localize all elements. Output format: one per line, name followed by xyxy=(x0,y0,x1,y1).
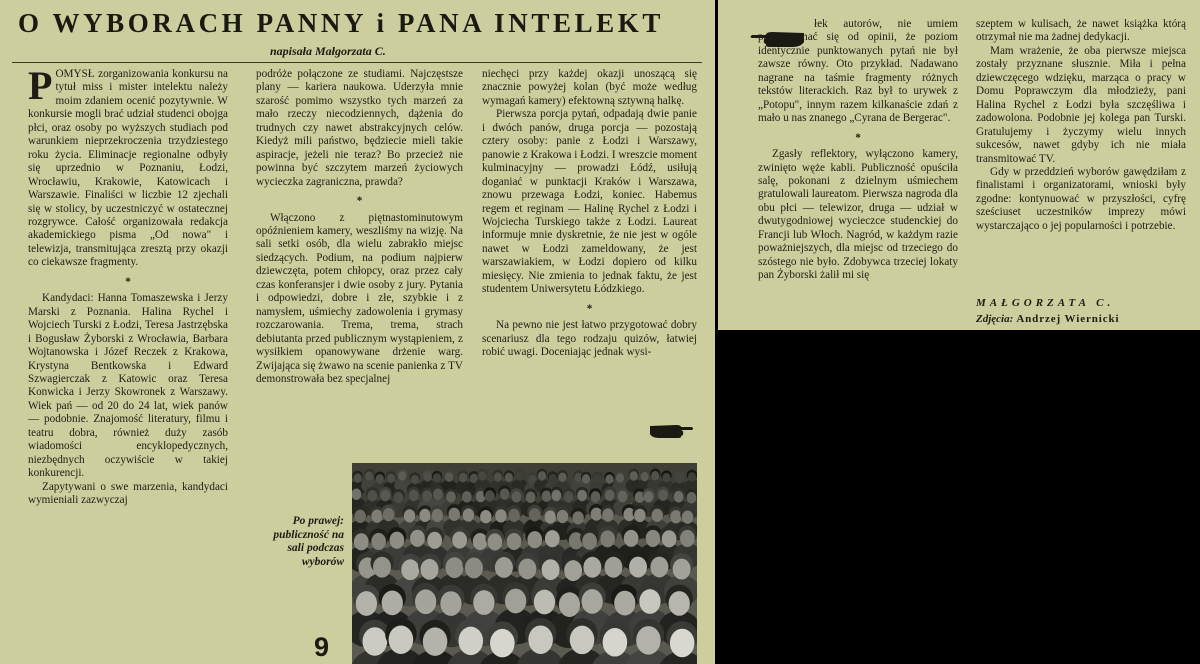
photo-credit-name: Andrzej Wiernicki xyxy=(1016,313,1120,325)
magazine-page-right xyxy=(718,0,1200,330)
paragraph: Zgasły reflektory, wyłączono kamery, zwinięto węże kabli. Publiczność opuściła salę, pokonani z dzielnym uśmiechem gratulowali laureatom. Pierwsza nagroda dla obu płci — telewizor, druga — udział w dwutygodniowej wycieczce studenckiej do Francji lub Włoch. Nagród, w każdym razie poważniejszych, dla miejsc od trzeciego do szóstego nie było. Zdobywca trzeciej lokaty pan Żyborski żalił mi się xyxy=(758,148,958,282)
paragraph: podróże połączone ze studiami. Najczęstsze plany — kariera naukowa. Uderzyła mnie szarość pomimo wszystko tych marzeń za mało rzeczy niecodziennych, dążenia do trudnych czy nawet abstrakcyjnych celów. Kiedyż mili państwo, będziecie mieli takie aspiracje, jeżeli nie teraz? Bo przecież nie powinna być szczytem marzeń życiowych wycieczka zagraniczna, prawda? xyxy=(256,68,463,188)
paragraph: Kandydaci: Hanna Tomaszewska i Jerzy Marski z Poznania. Halina Rychel i Wojciech Turski z Łodzi, Teresa Jastrzębska i Bogusław Żyborski z Wrocławia, Barbara Wojtanowska i Józef Reczek z Krakowa, Krystyna Bentkowska i Edward Szwagierczak z Katowic oraz Teresa Konwicka i Jerzy Skowronek z Warszawy. Wiek pań — od 20 do 24 lat, wiek panów — podobnie. Znajomość literatury, filmu i teatru dobra, również duży zasób wiadomości encyklopedycznych, niezbędnych oczywiście w takiej konkurencji. xyxy=(28,292,228,480)
paragraph-intro: POMYSŁ zorganizowania konkursu na tytuł miss i mister intelektu należy moim zdaniem ocenić pozytywnie. W konkursie mogli brać udział studenci obojga płci, oraz osoby po wyższych studiach pod warunkiem nieprzekroczenia trzydziestego roku życia. Eliminacje regionalne odbyły się uprzednio w Poznaniu, Łodzi, Wrocławiu, Krakowie, Katowicach i Warszawie. Finaliści w liczbie 12 zjechali się w stolicy, by uczestniczyć w ostatecznej rozgrywce. Całość organizowała redakcja akademickiego pisma „Od nowa" i telewizja, transmitująca zresztą przy okazji co ciekawsze fragmenty. xyxy=(28,63,228,269)
paragraph: niechęci przy każdej okazji unoszącą się znacznie powyżej kolan (być może według wymagań kamery) efektowną sztywną halkę. xyxy=(482,68,697,107)
paragraph: szeptem w kulisach, że nawet książka którą otrzymał nie ma żadnej dedykacji. xyxy=(976,18,1186,44)
article-column-2 xyxy=(256,68,463,386)
paragraph: łek autorów, nie umiem powstrzymać się od opinii, że poziom identycznie punktowanych pytań nie był zawsze równy. Oto przykład. Nadawano nagrane na taśmie fragmenty różnych tekstów literackich. Raz był to urywek z „Potopu", innym razem kilkanaście zdań z mało u nas znanego „Cyrana de Bergerac". xyxy=(758,18,958,125)
section-star: * xyxy=(356,195,363,208)
pointing-hand-icon xyxy=(648,420,694,444)
article-column-3 xyxy=(482,68,697,360)
photo-credit xyxy=(976,313,1120,325)
paragraph: Mam wrażenie, że oba pierwsze miejsca zostały przyznane słusznie. Miła i pełna dziewczęcego wdzięku, marząca o pracy w Domu Poprawczym dla młodzieży, pani Halina Rychel z Łodzi była szczęśliwa i zadowolona. Podobnie jej kolega pan Turski. Gratulujemy i życzymy wielu innych sukcesów, nawet gdyby ich nie miała transmitować TV. xyxy=(976,44,1186,165)
section-star: * xyxy=(586,302,593,315)
section-star: * xyxy=(125,275,131,288)
photo-credit-label: Zdjęcia: xyxy=(976,313,1014,325)
paragraph: Zapytywani o swe marzenia, kandydaci wymieniali zazwyczaj xyxy=(28,480,228,507)
paragraph: Włączono z piętnastominutowym opóźnieniem kamery, weszliśmy na wizję. Na sali setki osób, dla wielu zabrakło miejsc siedzących. Podium, na podium najpierw dziewczęta, potem chłopcy, oraz przez cały czas konferansjer i dwie osoby z jury. Pytania i odpowiedzi, dobre i złe, szybkie i z namysłem, uśmiechy zadowolenia i grymasy rozczarowania. Trema, trema, strach debiutanta przed publicznym wystąpieniem, z wysiłkiem opanowywane drżenie warg. Zwijająca się żwawo na scenie panienka z TV demonstrowała bez specjalnej xyxy=(256,211,463,385)
photo-caption: Po prawej: publiczność na sali podczas wyborów xyxy=(273,515,344,568)
article-column-1 xyxy=(28,63,228,508)
paragraph: Na pewno nie jest łatwo przygotować dobry scenariusz dla tego rodzaju quizów, łatwiej robić uwagi. Doceniając jednak wysi- xyxy=(482,319,697,359)
section-star: * xyxy=(855,131,861,144)
paragraph: Pierwsza porcja pytań, odpadają dwie panie i dwóch panów, druga porcja — pozostają cztery osoby: panie z Łodzi i Warszawy, panowie z Krakowa i Łodzi. I wreszcie moment kulminacyjny — prowadzi Łódź, usiłują doganiać w punktacji Kraków i Warszawa, znowu przewaga Łodzi, koniec. Habemus regem et reginam — Halinę Rychel z Łodzi i Wojciecha Turskiego także z Łodzi. Laureat informuje mnie dyskretnie, że nie jest w ogóle nawet w Łodzi zameldowany, że jest warszawiakiem, w Łodzi dopiero od kilku miesięcy. Nie zmienia to jednak faktu, że jest studentem Uniwersytetu Łódzkiego. xyxy=(482,108,697,296)
author-signature: MAŁGORZATA C. xyxy=(976,297,1115,309)
headline: O WYBORACH PANNY i PANA INTELEKT xyxy=(18,8,664,38)
page-number: 9 xyxy=(314,632,330,662)
drop-cap: P xyxy=(28,63,53,108)
byline: napisała Małgorzata C. xyxy=(270,44,386,58)
audience-photo xyxy=(352,463,697,664)
article-column-5 xyxy=(976,18,1186,233)
header-rule xyxy=(12,62,702,63)
paragraph: Gdy w przeddzień wyborów gawędziłam z finalistami i organizatorami, wnioski były zgodne: kontynuować w przyszłości, cyfrę sześciuset uczestników imprezy mówi wystarczająco o jej popularności i potrzebie. xyxy=(976,165,1186,232)
article-column-4 xyxy=(758,18,958,283)
